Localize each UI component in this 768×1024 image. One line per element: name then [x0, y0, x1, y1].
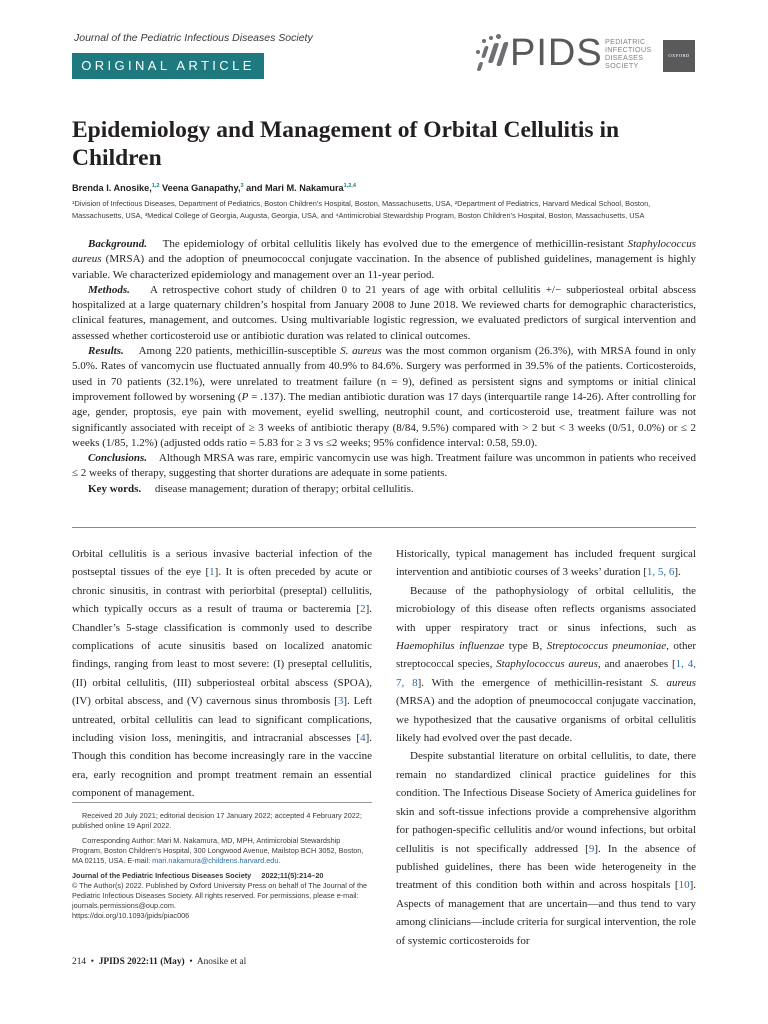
citation-link[interactable]: 4	[360, 732, 366, 745]
journal-citation: Journal of the Pediatric Infectious Diseases Society 2022;11(5):214–20 © The Author(s) 2022. Published by Oxford University Press on behalf of The Journal of the Pediatric Infectious Diseases Society. All rights reserved. For permissions, please e-mail: journals.permissions@oup.com. https://doi.org/10.1093/jpids/piac006	[72, 871, 368, 920]
footnote-divider	[72, 802, 372, 803]
affiliations: ¹Division of Infectious Diseases, Department of Pediatrics, Boston Children’s Hospital, Boston, Massachusetts, USA, ²Department of Pediatrics, Harvard Medical School, Boston, Massachusetts, USA, ³Medical College of Georgia, Augusta, Georgia, USA, and ⁴Antimicrobial Stewardship Program, Boston Children’s Hospital, Boston, Massachusetts, USA	[72, 199, 651, 220]
abstract-methods: Methods. A retrospective cohort study of children 0 to 21 years of age with orbital cellulitis +/− subperiosteal orbital abscess hospitalized at a large quaternary children’s hospital from January 2008 to June 2018. We reviewed charts for demographic characteristics, clinical features, management, and outcomes. Using multivariable logistic regression, we evaluated predictors of surgical intervention and assessed whether corticosteroid use or antibiotic duration was related to clinical outcomes.	[72, 283, 697, 342]
footnotes	[72, 811, 372, 926]
page-number: 214	[72, 957, 87, 967]
body-column-left	[72, 545, 372, 803]
abstract-keywords: Key words. disease management; duration of therapy; orbital cellulitis.	[88, 482, 414, 495]
oxford-logo: OXFORD	[663, 40, 695, 72]
intro-paragraph-4: Despite substantial literature on orbital cellulitis, to date, there remain no standardized clinical practice guidelines for this condition. The Infectious Disease Society of America guidelines for skin and soft-tissue infections provide a comprehensive algorithm for pathogen-specific cellulitis and/or wound infections, but orbital cellulitis is not specifically addressed [9]. In the absence of published guidelines, there has been wide heterogeneity in the treatment of this condition both within and across hospitals [10]. Aspects of management that are uncertain—and thus tend to vary among clinicians—include criteria for surgical intervention, the role of systemic corticosteroids for	[396, 750, 696, 947]
footer-authors: Anosike et al	[196, 957, 247, 967]
citation-link[interactable]: 2	[360, 603, 366, 616]
abstract-conclusions: Conclusions. Although MRSA was rare, empiric vancomycin use was high. Treatment failure was uncommon in patients who received ≤ 2 weeks of therapy, suggesting that shorter durations are adequate in some patients.	[72, 452, 696, 480]
doi-link[interactable]: https://doi.org/10.1093/jpids/piac006	[72, 911, 190, 920]
footer-journal: JPIDS 2022:11 (May)	[98, 957, 185, 967]
citation-link[interactable]: 1, 4, 7, 8	[396, 658, 696, 689]
abstract	[72, 237, 696, 497]
body-column-right	[396, 545, 696, 950]
citation-link[interactable]: 3	[337, 695, 344, 708]
citation-link[interactable]: 10	[678, 879, 690, 892]
society-name: PEDIATRIC INFECTIOUS DISEASES SOCIETY	[605, 37, 652, 70]
corresponding-author: Corresponding Author: Mari M. Nakamura, MD, MPH, Antimicrobial Stewardship Program, Boston Children’s Hospital, 300 Longwood Avenue, Mailstop BCH 3052, Boston, MA 02115, USA. E-mail: mari.nakamura@childrens.harvard.edu.	[72, 836, 364, 865]
citation-link[interactable]: 1	[209, 566, 215, 579]
intro-paragraph-1: Orbital cellulitis is a serious invasive bacterial infection of the postseptal tissues of the eye [1]. It is often preceded by acute or chronic sinusitis, in contrast with periorbital (preseptal) cellulitis, which typically occurs as a result of trauma or bacteremia [2]. Chandler’s 5-stage classification is commonly used to describe complications of acute sinusitis based on localized anatomic findings, ranging from least to most severe: (I) preseptal cellulitis, (II) orbital cellulitis, (III) subperiosteal orbital abscess (SPOA), (IV) orbital abscess, and (V) cavernous sinus thrombosis [3]. Left untreated, orbital cellulitis can lead to significant complications, including vision loss, meningitis, and intracranial abscesses [4]. Though this condition has become increasingly rare in the vaccine era, early recognition and prompt treatment remain an essential component of management.	[72, 548, 373, 800]
abstract-divider	[72, 527, 696, 528]
intro-paragraph-3: Because of the pathophysiology of orbital cellulitis, the microbiology of this disease often reflects organisms associated with upper respiratory tract or sinus infections, such as Haemophilus influenzae type B, Streptococcus pneumoniae, other streptococcal species, Staphylococcus aureus, and anaerobes [1, 4, 7, 8]. With the emergence of methicillin-resistant S. aureus (MRSA) and the adoption of pneumococcal conjugate vaccination, we hypothesized that the causative organisms of orbital cellulitis likely had evolved over the past decade.	[396, 584, 697, 745]
intro-paragraph-2: Historically, typical management has included frequent surgical intervention and antibiotic courses of 3 weeks’ duration [1, 5, 6].	[396, 548, 696, 579]
abstract-background: Background. The epidemiology of orbital cellulitis likely has evolved due to the emergence of methicillin-resistant Staphylococcus aureus (MRSA) and the adoption of pneumococcal conjugate vaccination. In the absence of published guidelines, management is highly variable. We characterized epidemiology and management over an 11-year period.	[72, 238, 696, 281]
journal-name: Journal of the Pediatric Infectious Diseases Society	[74, 32, 313, 44]
citation-link[interactable]: 9	[588, 842, 595, 855]
page-footer: 214 • JPIDS 2022:11 (May) • Anosike et al	[72, 957, 247, 967]
article-type-banner: ORIGINAL ARTICLE	[72, 53, 264, 79]
citation-link[interactable]: 1, 5, 6	[646, 566, 675, 579]
abstract-results: Results. Among 220 patients, methicillin-susceptible S. aureus was the most common organism (26.3%), with MRSA found in only 5.0%. Rates of vancomycin use fluctuated annually from 40.9% to 84.6%. Surgery was performed in 39.5% of the patients. Corticosteroids, used in 70 patients (32.1%), were unrelated to treatment failure (n = 9), defined as persistent signs and symptoms or initial clinical improvement followed by worsening (P = .137). The median antibiotic duration was 17 days (interquartile range 14-26). After controlling for age, gender, proptosis, eye pain with movement, eyelid swelling, neutrophil count, and corticosteroid use, treatment failure was not significantly associated with receipt of ≥ 3 weeks of antibiotic therapy (8/84, 9.5%) compared with > 2 but < 3 weeks (0/51, 0.0%) or ≤ 2 weeks (1/85, 1.2%) (adjusted odds ratio = 5.83 for ≥ 3 vs ≤2 weeks; 95% confidence interval: 0.58, 59.0).	[72, 345, 696, 449]
author-email-link[interactable]: mari.nakamura@childrens.harvard.edu	[152, 856, 279, 865]
pids-wordmark: PIDS	[510, 32, 603, 74]
author-list: Brenda I. Anosike,$^{1,2}$ Veena Ganapathy,$^3$ and Mari M. Nakamura$^{1,2,4}$	[72, 183, 356, 194]
pids-logo[interactable]	[474, 34, 696, 74]
article-title: Epidemiology and Management of Orbital Cellulitis in Children	[72, 117, 620, 171]
received-dates: Received 20 July 2021; editorial decision 17 January 2022; accepted 4 February 2022; published online 19 April 2022.	[72, 811, 362, 830]
pids-dots-icon	[474, 34, 508, 74]
